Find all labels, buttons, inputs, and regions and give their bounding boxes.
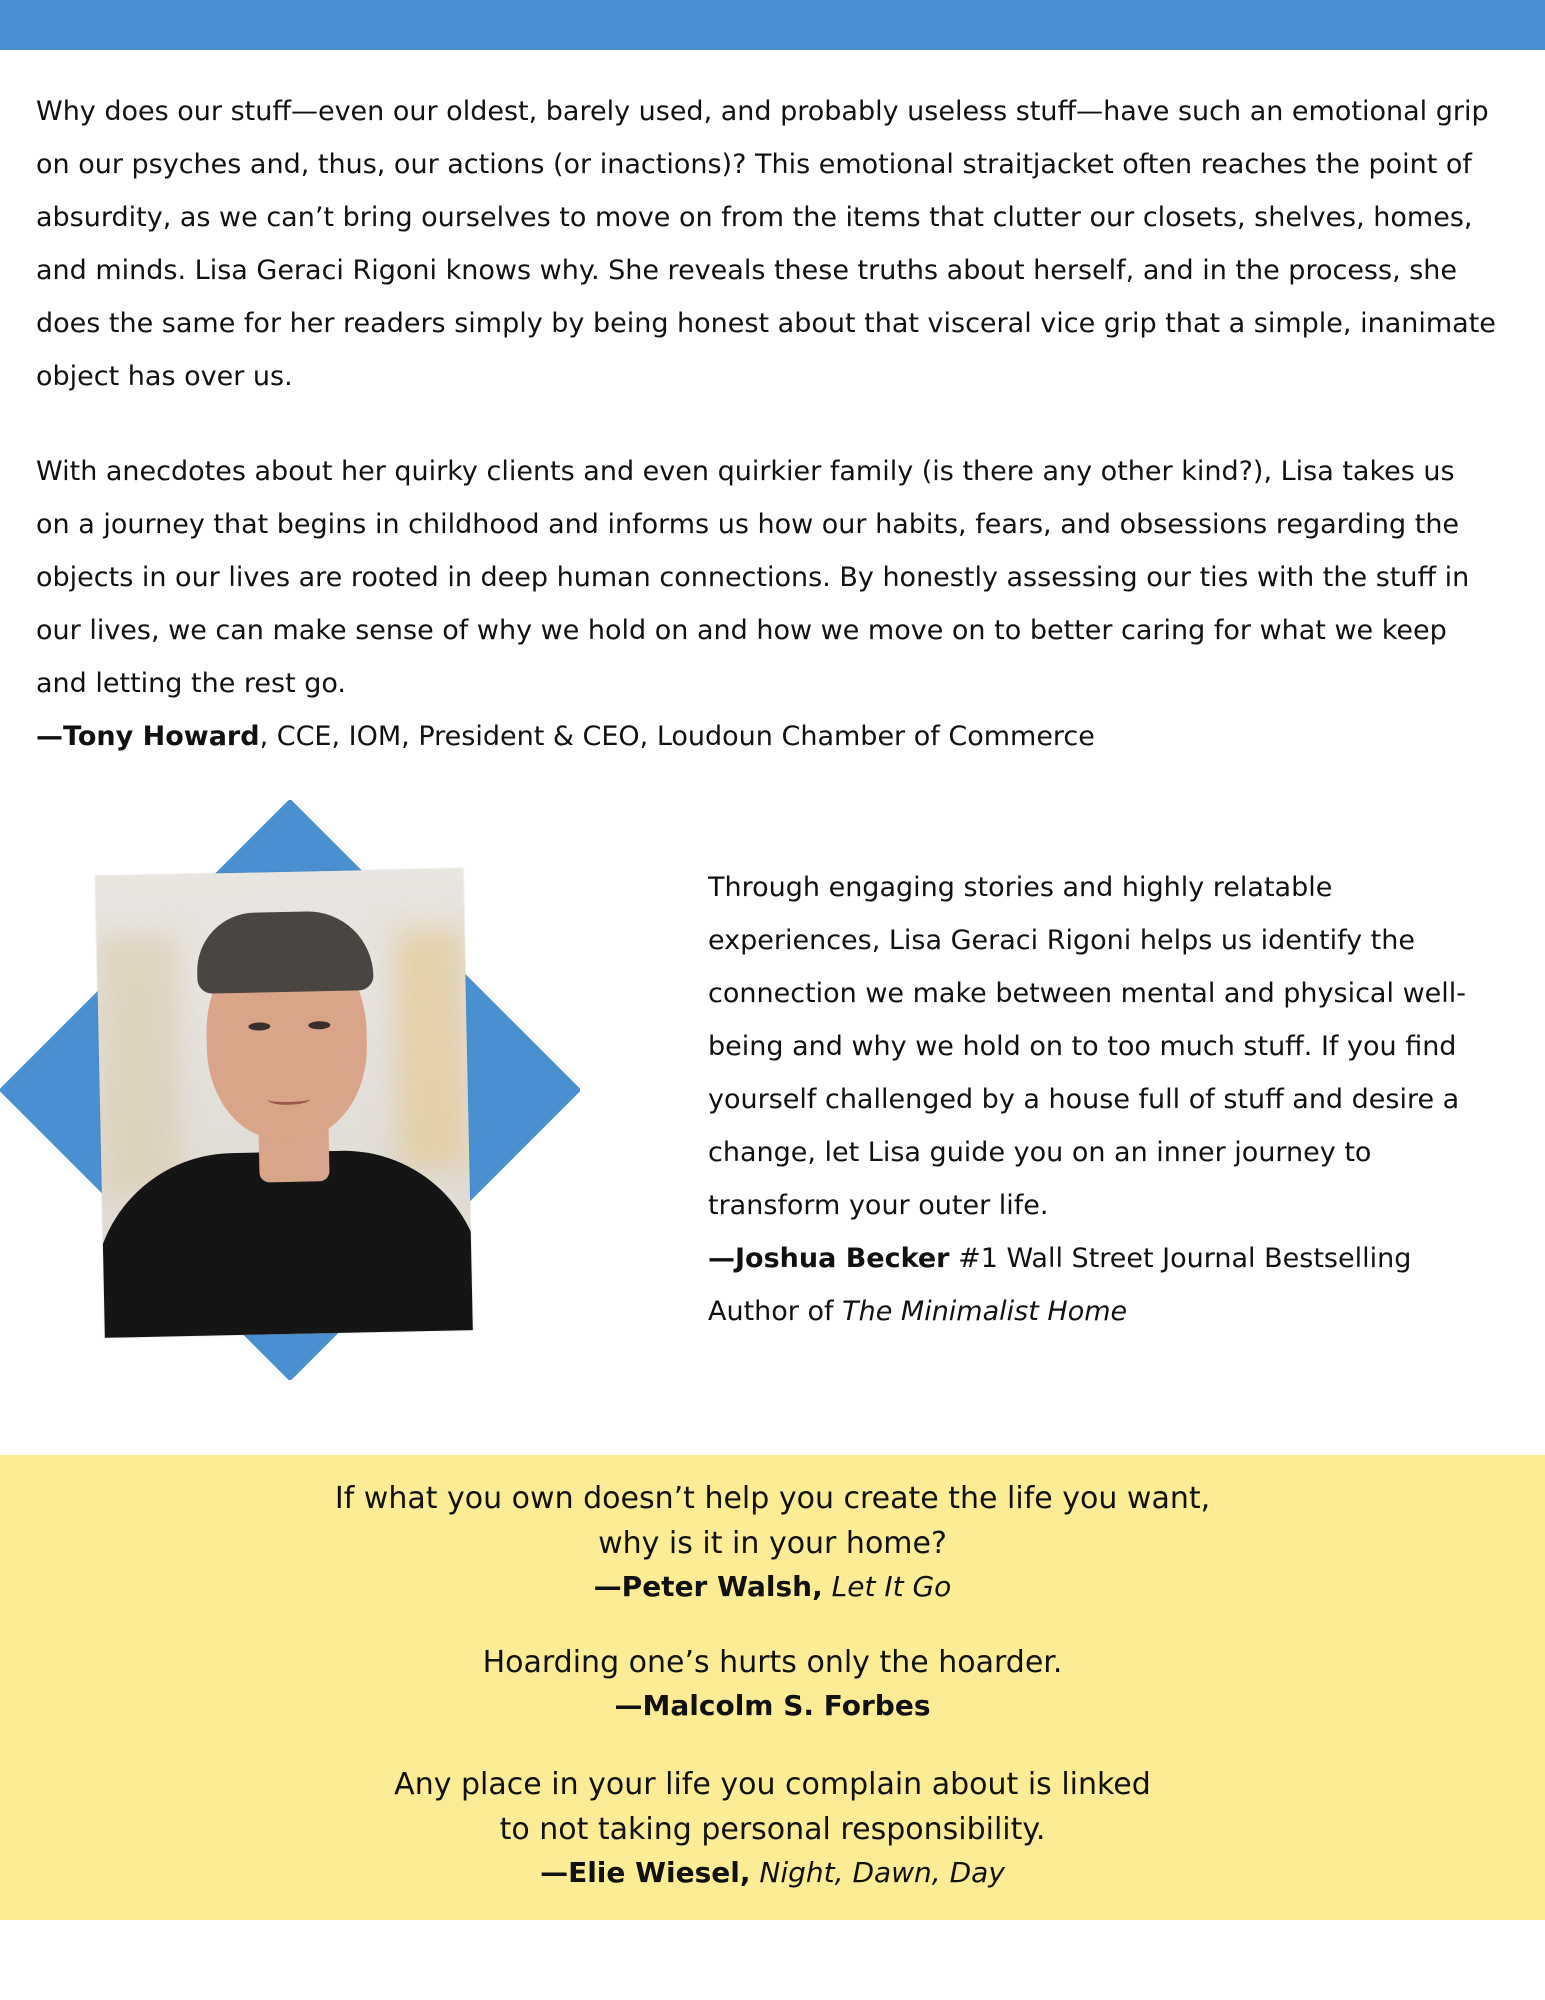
quote-line: If what you own doesn’t help you create the life you want, [334,1481,1211,1516]
quote-line: Any place in your life you complain about is linked [394,1767,1151,1802]
photo-background-left [96,934,181,1196]
author-photo [95,868,473,1338]
quote-author-name: —Malcolm S. Forbes [614,1689,931,1722]
testimonial-joshua-becker-text: Through engaging stories and highly relatable experiences, Lisa Geraci Rigoni helps us identify the connection we make between mental and physical well-being and why we hold on to too much stuff. If you find yourself challenged by a house full of stuff and desire a change, let Lisa guide you on an inner journey to transform your outer life. [708,872,1467,1221]
quote-author-name: —Peter Walsh, [593,1570,823,1603]
testimonial-joshua-becker [708,861,1508,1338]
attribution-title-joshua-becker: #1 Wall Street Journal Bestselling Author of [708,1243,1412,1327]
attribution-name-tony-howard: —Tony Howard [36,721,260,752]
top-accent-bar [0,0,1545,50]
quote-author [0,1852,1545,1894]
quote-peter-walsh [0,1476,1545,1608]
quote-author [0,1685,1545,1727]
testimonial-paragraph-2 [36,445,1496,763]
attribution-title-tony-howard: , CCE, IOM, President & CEO, Loudoun Chamber of Commerce [259,721,1095,752]
photo-hair [196,910,374,994]
quote-line: to not taking personal responsibility. [499,1812,1046,1847]
quote-line: why is it in your home? [598,1526,947,1561]
quote-source: Let It Go [822,1570,952,1603]
quote-author [0,1566,1545,1608]
quote-elie-wiesel [0,1762,1545,1894]
photo-background-right [394,928,469,1169]
book-title-minimalist-home: The Minimalist Home [842,1296,1128,1327]
attribution-name-joshua-becker: —Joshua Becker [708,1243,950,1274]
quote-malcolm-forbes [0,1640,1545,1727]
testimonial-paragraph-1: Why does our stuff—even our oldest, barely used, and probably useless stuff—have such an emotional grip on our psyches and, thus, our actions (or inactions)? This emotional straitjacket often reaches the point of absurdity, as we can’t bring ourselves to move on from the items that clutter our closets, shelves, homes, and minds. Lisa Geraci Rigoni knows why. She reveals these truths about herself, and in the process, she does the same for her readers simply by being honest about that visceral vice grip that a simple, inanimate object has over us. [36,96,1496,392]
quote-source: Night, Dawn, Day [750,1856,1005,1889]
testimonial-paragraph-2-text: With anecdotes about her quirky clients and even quirkier family (is there any other kind?), Lisa takes us on a journey that begins in childhood and informs us how our habits, fears, and obsessions regarding the objects in our lives are rooted in deep human connections. By honestly assessing our ties with the stuff in our lives, we can make sense of why we hold on and how we move on to better caring for what we keep and letting the rest go. [36,456,1470,699]
quote-line: Hoarding one’s hurts only the hoarder. [482,1645,1063,1680]
quote-author-name: —Elie Wiesel, [540,1856,751,1889]
